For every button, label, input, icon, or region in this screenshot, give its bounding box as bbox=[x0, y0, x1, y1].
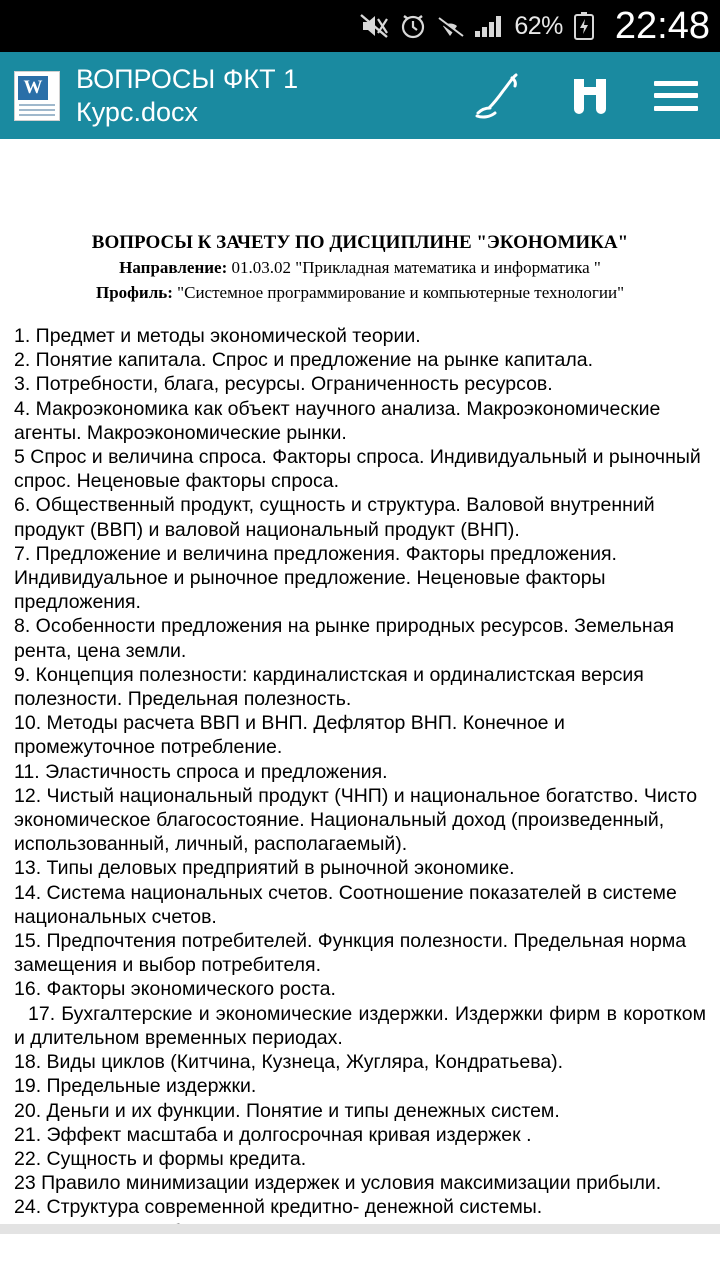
list-item: 1. Предмет и методы экономической теории. bbox=[14, 325, 421, 347]
list-item: 9. Концепция полезности: кардиналистская и ординалистская версия полезности. Предельная полезность. bbox=[14, 663, 644, 711]
list-item: 17. Бухгалтерские и экономические издержки. Издержки фирм в коротком и длительном временных периодах. bbox=[14, 1002, 706, 1049]
list-item: 6. Общественный продукт, сущность и структура. Валовой внутренний продукт (ВВП) и валовой национальный продукт (ВНП). bbox=[14, 494, 655, 541]
direction-label: Направление: bbox=[119, 258, 228, 277]
status-bar-icons bbox=[360, 0, 710, 52]
list-item: 4. Макроэкономика как объект научного анализа. Макроэкономические агенты. Макроэкономические рынки. bbox=[14, 397, 661, 444]
document-viewport[interactable] bbox=[0, 139, 720, 1280]
document-title-line1: ВОПРОСЫ ФКТ 1 bbox=[76, 63, 299, 94]
edit-pen-icon[interactable] bbox=[472, 73, 526, 119]
profile-value: "Системное программирование и компьютерные технологии" bbox=[177, 283, 625, 302]
document-title-line2: Курс.docx bbox=[76, 96, 198, 127]
word-icon-lines bbox=[19, 101, 55, 116]
menu-icon[interactable] bbox=[654, 81, 698, 111]
list-item: 22. Сущность и формы кредита. bbox=[14, 1147, 307, 1170]
document-heading: ВОПРОСЫ К ЗАЧЕТУ ПО ДИСЦИПЛИНЕ "ЭКОНОМИКА" bbox=[91, 232, 629, 253]
profile-label: Профиль: bbox=[95, 283, 173, 302]
document-question-list bbox=[14, 324, 706, 1268]
page-divider bbox=[0, 1224, 720, 1234]
list-item: 16. Факторы экономического роста. bbox=[14, 978, 336, 1001]
list-item: 14. Система национальных счетов. Соотношение показателей в системе национальных счетов. bbox=[14, 881, 677, 928]
alarm-icon bbox=[399, 12, 427, 40]
list-item: 11. Эластичность спроса и предложения. bbox=[14, 760, 388, 783]
find-binoculars-icon[interactable] bbox=[566, 73, 614, 119]
list-item: 2. Понятие капитала. Спрос и предложение на рынке капитала. bbox=[14, 349, 594, 372]
list-item: 12. Чистый национальный продукт (ЧНП) и национальное богатство. Чисто экономическое благосостояние. Национальный доход (произведенный, использованный, личный, располагаемый). bbox=[14, 784, 698, 856]
status-bar-clock: 22:48 bbox=[614, 5, 710, 47]
list-item: 15. Предпочтения потребителей. Функция полезности. Предельная норма замещения и выбор потребителя. bbox=[14, 930, 687, 977]
app-bar bbox=[0, 52, 720, 139]
document-profile-line bbox=[14, 280, 706, 305]
list-item: 13. Типы деловых предприятий в рыночной экономике. bbox=[14, 857, 515, 880]
list-item: 24. Структура современной кредитно- денежной системы. bbox=[14, 1196, 543, 1219]
list-item: 5 Спрос и величина спроса. Факторы спроса. Индивидуальный и рыночный спрос. Неценовые факторы спроса. bbox=[14, 446, 701, 493]
signal-icon bbox=[473, 12, 503, 40]
word-icon-letter: W bbox=[18, 76, 48, 100]
document-title bbox=[76, 63, 472, 129]
direction-value: 01.03.02 "Прикладная математика и информатика " bbox=[231, 258, 601, 277]
list-item: 20. Деньги и их функции. Понятие и типы денежных систем. bbox=[14, 1099, 560, 1122]
document-direction-line bbox=[14, 255, 706, 280]
battery-percent-label: 62% bbox=[514, 11, 563, 40]
list-item: 8. Особенности предложения на рынке природных ресурсов. Земельная рента, цена земли. bbox=[14, 615, 675, 662]
word-document-icon bbox=[14, 71, 60, 121]
list-item: 19. Предельные издержки. bbox=[14, 1075, 257, 1098]
status-bar bbox=[0, 0, 720, 52]
vertical-scrollbar[interactable] bbox=[714, 139, 720, 1280]
wifi-icon bbox=[436, 12, 464, 40]
list-item: 21. Эффект масштаба и долгосрочная кривая издержек . bbox=[14, 1123, 532, 1146]
battery-charging-icon bbox=[572, 11, 596, 41]
list-item: 23 Правило минимизации издержек и условия максимизации прибыли. bbox=[14, 1172, 662, 1195]
list-item: 18. Виды циклов (Китчина, Кузнеца, Жугляра, Кондратьева). bbox=[14, 1051, 564, 1074]
mute-icon bbox=[360, 12, 390, 40]
app-bar-actions bbox=[472, 73, 698, 119]
page-bottom-edge bbox=[0, 1224, 720, 1280]
list-item: 3. Потребности, блага, ресурсы. Ограниченность ресурсов. bbox=[14, 373, 553, 396]
list-item: 10. Методы расчета ВВП и ВНП. Дефлятор ВНП. Конечное и промежуточное потребление. bbox=[14, 712, 565, 759]
list-item: 7. Предложение и величина предложения. Факторы предложения. Индивидуальное и рыночное предложение. Неценовые факторы предложения. bbox=[14, 542, 617, 614]
